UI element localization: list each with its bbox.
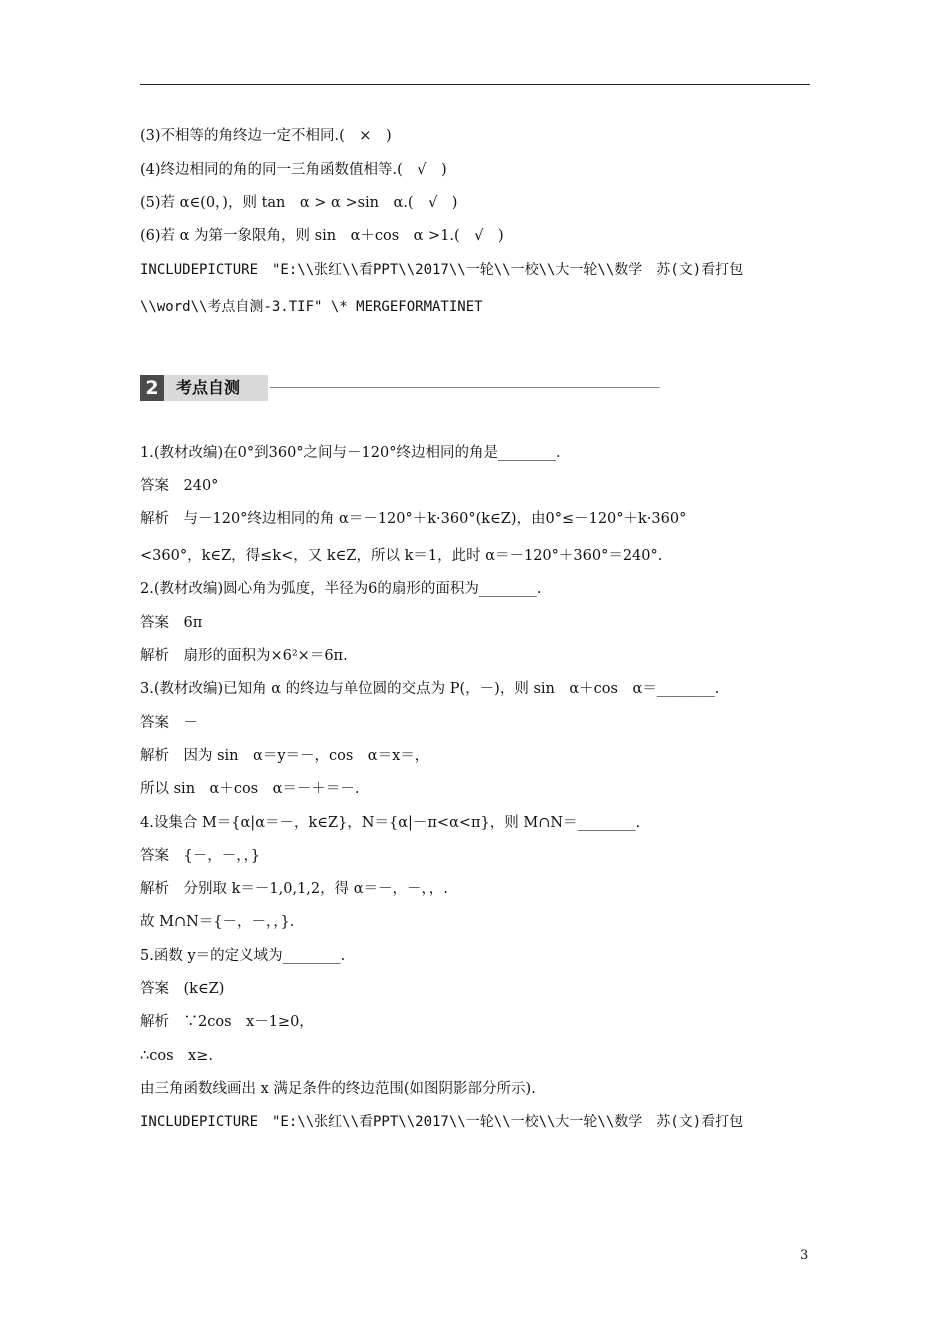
section-rule [270,387,660,388]
question-line: 5.函数 y＝的定义域为________. [140,948,346,964]
answer-line: 答案 － [140,715,198,731]
judgement-item: (3)不相等的角终边一定不相同.( × ) [140,128,392,144]
question-line: 4.设集合 M＝{α|α＝－，k∈Z}，N＝{α|－π<α<π}，则 M∩N＝________. [140,815,641,831]
header-rule [140,84,810,85]
analysis-line: ∴cos x≥. [140,1048,213,1064]
answer-line: 答案 240° [140,478,219,494]
field-code-line: INCLUDEPICTURE "E:\\张红\\看PPT\\2017\\一轮\\一校\\大一轮\\数学 苏(文)看打包 [140,1114,744,1130]
analysis-line: 由三角函数线画出 x 满足条件的终边范围(如图阴影部分所示). [140,1081,536,1097]
analysis-line: 解析 ∵2cos x－1≥0， [140,1014,314,1030]
analysis-line: 所以 sin α＋cos α＝－＋＝－. [140,781,360,797]
field-code-line: INCLUDEPICTURE "E:\\张红\\看PPT\\2017\\一轮\\一校\\大一轮\\数学 苏(文)看打包 [140,262,744,278]
section-heading [140,375,530,401]
analysis-line: 解析 分别取 k＝－1,0,1,2，得 α＝－，－，，. [140,881,448,897]
answer-line: 答案 6π [140,615,203,631]
analysis-line: 故 M∩N＝{－，－，，}. [140,914,295,930]
analysis-line: <360°，k∈Z，得≤k<，又 k∈Z，所以 k＝1，此时 α＝－120°＋360°＝240°. [140,548,663,564]
judgement-item: (4)终边相同的角的同一三角函数值相等.( √ ) [140,162,447,178]
question-line: 2.(教材改编)圆心角为弧度，半径为6的扇形的面积为________. [140,581,542,597]
judgement-item: (5)若 α∈(0，)，则 tan α > α >sin α.( √ ) [140,195,458,211]
analysis-line: 解析 因为 sin α＝y＝－，cos α＝x＝， [140,748,430,764]
field-code-line: \\word\\考点自测-3.TIF" \* MERGEFORMATINET [140,299,483,315]
section-number: 2 [140,375,164,401]
analysis-line: 解析 扇形的面积为×6²×＝6π. [140,648,348,664]
section-title: 考点自测 [164,375,268,401]
question-line: 3.(教材改编)已知角 α 的终边与单位圆的交点为 P(，－)，则 sin α＋cos α＝________. [140,681,720,697]
analysis-line: 解析 与－120°终边相同的角 α＝－120°＋k·360°(k∈Z)，由0°≤－120°＋k·360° [140,511,687,527]
answer-line: 答案 {－，－，，} [140,848,260,864]
judgement-item: (6)若 α 为第一象限角，则 sin α＋cos α >1.( √ ) [140,228,504,244]
question-line: 1.(教材改编)在0°到360°之间与－120°终边相同的角是________. [140,445,561,461]
answer-line: 答案 (k∈Z) [140,981,225,997]
page-number: 3 [800,1248,809,1263]
